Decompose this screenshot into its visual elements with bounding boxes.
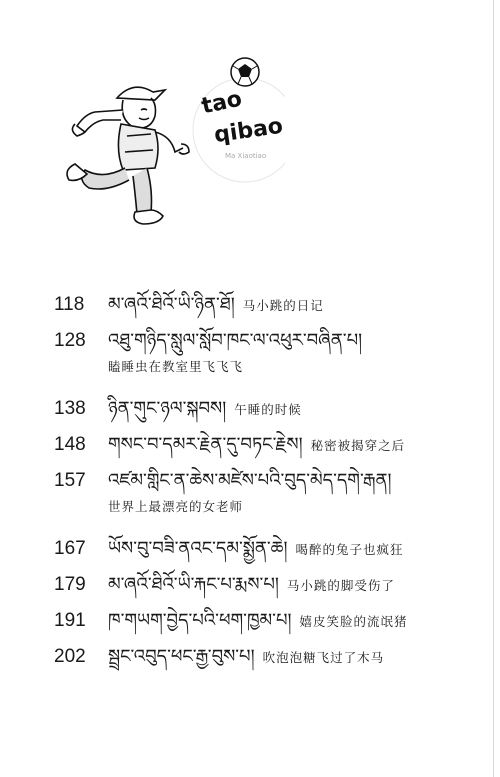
toc-entry[interactable] — [54, 594, 474, 630]
toc-entry[interactable] — [54, 314, 474, 382]
toc-entry[interactable] — [54, 630, 474, 666]
toc-entry[interactable] — [54, 454, 474, 522]
toc-page-number: 167 — [54, 538, 86, 559]
toc-chinese-title: 马小跳的日记 — [242, 297, 324, 313]
logo-text-top: tao — [199, 86, 245, 120]
toc-entry[interactable] — [54, 418, 474, 454]
toc-chinese-title: 吹泡泡糖飞过了木马 — [262, 649, 385, 665]
toc-chinese-title: 喝醉的兔子也疯狂 — [295, 541, 404, 557]
toc-row — [54, 558, 474, 594]
toc-row — [54, 454, 474, 490]
toc-tibetan-title: འཐུ་གཉིད་སླུལ་སློབ་ཁང་ལ་འཕུར་བཞིན་པ། — [108, 330, 363, 351]
toc-row — [54, 314, 474, 350]
toc-page-number: 148 — [54, 434, 86, 455]
logo-text-bottom: qibao — [212, 113, 285, 149]
toc-page-number: 179 — [54, 574, 86, 595]
boy-kicking-ball-illustration — [55, 40, 285, 240]
toc-tibetan-title: སྦྲང་འབུད་ཕང་རྒྱ་བུས་པ། — [108, 646, 255, 667]
toc-entry[interactable] — [54, 278, 474, 314]
page-edge — [493, 0, 494, 777]
toc-entry[interactable] — [54, 382, 474, 418]
toc-tibetan-title: ཉིན་གུང་ཉལ་སྐབས། — [108, 398, 227, 419]
toc-page-number: 138 — [54, 398, 86, 419]
toc-tibetan-title: འཛམ་གླིང་ན་ཆེས་མཛེས་པའི་བུད་མེད་དགེ་རྒན། — [108, 470, 392, 491]
toc-chinese-title: 秘密被揭穿之后 — [310, 437, 406, 453]
toc-tibetan-title: མ་ཞའོ་ཐིའོ་ཡི་ཉིན་ཐོ། — [108, 294, 235, 315]
toc-row — [54, 418, 474, 454]
toc-tibetan-title: ཡོས་བུ་བཟི་ནའང་དམ་སྨྱོན་ཆེ། — [108, 538, 288, 559]
toc-page-number: 202 — [54, 646, 86, 667]
toc-row — [54, 630, 474, 666]
toc-row — [54, 278, 474, 314]
toc-row — [54, 382, 474, 418]
soccer-ball-icon — [231, 58, 259, 86]
toc-entry[interactable] — [54, 522, 474, 558]
toc-chinese-title: 瞌睡虫在教室里飞飞飞 — [108, 359, 244, 374]
toc-chinese-title: 午睡的时候 — [234, 401, 302, 417]
toc-chinese-title: 世界上最漂亮的女老师 — [108, 499, 244, 514]
toc-page-number: 191 — [54, 610, 86, 631]
toc-tibetan-title: ཁ་གཡག་བྱེད་པའི་ཕག་ཁྱམ་པ། — [108, 610, 292, 631]
toc-row — [54, 594, 474, 630]
boy-figure — [67, 87, 189, 224]
logo-small-text: Ma Xiaotiao — [225, 152, 267, 160]
toc-tibetan-title: མ་ཞའོ་ཐིའོ་ཡི་རྐང་པ་རྨས་པ། — [108, 574, 279, 595]
toc-row — [54, 522, 474, 558]
table-of-contents — [54, 278, 474, 666]
toc-chinese-title: 嬉皮笑脸的流氓猪 — [299, 613, 408, 629]
toc-page-number: 157 — [54, 470, 86, 491]
toc-page-number: 128 — [54, 330, 86, 351]
toc-entry[interactable] — [54, 558, 474, 594]
toc-tibetan-title: གསང་བ་དམར་རྗེན་དུ་བཏང་རྗེས། — [108, 434, 303, 455]
toc-chinese-title: 马小跳的脚受伤了 — [286, 577, 395, 593]
toc-page-number: 118 — [54, 294, 85, 315]
